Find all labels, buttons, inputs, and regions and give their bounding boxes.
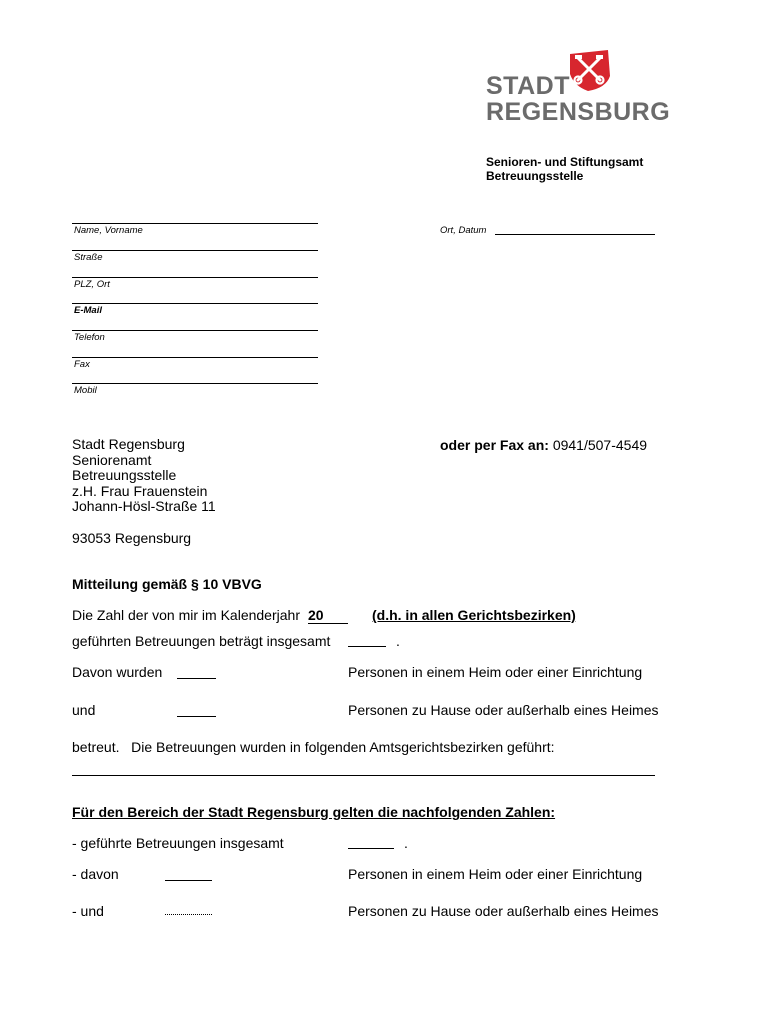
year-line-text: Die Zahl der von mir im Kalenderjahr xyxy=(72,607,300,623)
phone-field-label: Telefon xyxy=(74,332,105,343)
total-line-end: . xyxy=(396,633,400,649)
fax-label: oder per Fax an: xyxy=(440,437,549,453)
coat-of-arms-icon xyxy=(566,48,614,92)
name-field-label: Name, Vorname xyxy=(74,225,143,236)
und-label: und xyxy=(72,702,96,718)
davon-label: Davon wurden xyxy=(72,664,163,680)
year-field[interactable]: 20 xyxy=(308,607,348,624)
fax-field-label: Fax xyxy=(74,359,90,370)
place-date-label: Ort, Datum xyxy=(440,225,487,236)
email-field-label: E-Mail xyxy=(74,305,102,316)
logo-line-2: REGENSBURG xyxy=(486,98,671,126)
regensburg-total-label: - geführte Betreuungen insgesamt xyxy=(72,835,284,851)
section-title-regensburg: Für den Bereich der Stadt Regensburg gelten die nachfolgenden Zahlen: xyxy=(72,804,556,820)
outside-count-field[interactable] xyxy=(177,716,216,717)
fax-notice xyxy=(440,437,647,453)
regensburg-home-text: Personen in einem Heim oder einer Einrichtung xyxy=(348,866,643,882)
street-field-line[interactable] xyxy=(72,250,318,251)
total-line-text: geführten Betreuungen beträgt insgesamt xyxy=(72,633,331,649)
regensburg-total-end: . xyxy=(404,835,408,851)
fax-field-line[interactable] xyxy=(72,357,318,358)
street-field-label: Straße xyxy=(74,252,103,263)
mobile-field-line[interactable] xyxy=(72,383,318,384)
mobile-field-label: Mobil xyxy=(74,385,97,396)
betreut-text: betreut. Die Betreuungen wurden in folgenden Amtsgerichtsbezirken geführt: xyxy=(72,739,555,755)
total-count-field[interactable] xyxy=(348,646,386,647)
fax-number: 0941/507-4549 xyxy=(552,437,648,453)
all-courts-note: (d.h. in allen Gerichtsbezirken) xyxy=(372,607,576,623)
zip-city-field-line[interactable] xyxy=(72,277,318,278)
court-districts-field-line[interactable] xyxy=(72,775,655,776)
name-field-line[interactable] xyxy=(72,223,318,224)
home-count-field[interactable] xyxy=(177,678,216,679)
recipient-city: 93053 Regensburg xyxy=(72,530,192,546)
department-name: Senioren- und Stiftungsamt Betreuungsstelle xyxy=(486,155,644,183)
regensburg-davon-label: - davon xyxy=(72,866,119,882)
regensburg-outside-count-field[interactable] xyxy=(165,914,212,915)
regensburg-und-label: - und xyxy=(72,903,104,919)
regensburg-home-count-field[interactable] xyxy=(165,880,212,881)
phone-field-line[interactable] xyxy=(72,330,318,331)
zip-city-field-label: PLZ, Ort xyxy=(74,279,110,290)
outside-text: Personen zu Hause oder außerhalb eines Heimes xyxy=(348,702,659,718)
email-field-line[interactable] xyxy=(72,303,318,304)
place-date-field-line[interactable] xyxy=(495,234,655,235)
regensburg-total-field[interactable] xyxy=(348,848,394,849)
recipient-address: Stadt Regensburg Seniorenamt Betreuungsstelle z.H. Frau Frauenstein Johann-Hösl-Straße 11 xyxy=(72,436,216,514)
regensburg-outside-text: Personen zu Hause oder außerhalb eines Heimes xyxy=(348,903,659,919)
section-title-vbvg: Mitteilung gemäß § 10 VBVG xyxy=(72,576,262,592)
logo-line-1: STADT xyxy=(486,72,570,100)
home-text: Personen in einem Heim oder einer Einrichtung xyxy=(348,664,643,680)
